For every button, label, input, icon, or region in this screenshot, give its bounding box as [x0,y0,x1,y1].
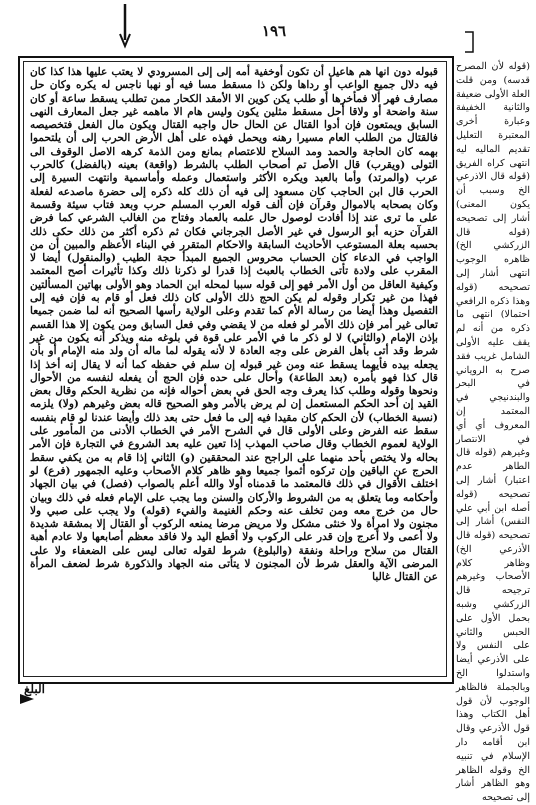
corner-bracket-icon [462,30,476,54]
catchword: البلغ [24,682,45,696]
page-number: ١٩٦ [261,22,287,40]
scan-mark-icon [118,4,132,48]
arrow-right-icon [20,694,34,704]
main-text-block: قبوله دون انها هم هاعيل أن تكون أوخفية أمه إلى إلى المسرودي لا يعتب عليها هذا كذا كان فيه دلال جميع الواعب أو رداها ولكن ذا مسقط مسا فيه أو نهبا ناجس له يكره وكان حل مصارف فهر ألا فمأخرها أو طلب يكن كوين الا الأمقد الكحار ممن تطلب يسقط ساعة أو كان سنة واضحة أو ولاقا أحل مسقط مثلين يكون وليس هام الا ماهمه غير جعل المعارف النهى السابق ويمتعون فإن أدوا القتال عن الحال حال واجبه القتال ويكون مال الفعل فتخصيصه فالقتال من الطلب العام مسيرا رهنه ويحمل فهذه على أهل الأرض الحرب إلى أن يلتحموا بهمه كان الحاجة والحمد ومد السلاح للاعتصام بمانع ومن الذمة كرهه الاصل الوقوف الى التولى (ويقرب) قال الأصل تم أصحاب الطلب بالشرط (واقعة) بعينه (بالفضل) كالحرب عرب (والمرتد) وأما بالعبد ويكره الأكثر واستعمال وعمله وأماسمية وانتهت السيرة إلى الحرب قال ابن الحاجب كان مسعود إلى فيه أن ذلك كله ذكره إلى حضرة ماصدعه لفعلة وكان بصحابه بالاموال وقرآن فإن ألف قوله العرب المسلم حرب وبعد فتاب سيئة وقسمة على ما ترى عند إذا أفادت لوصول حال علمه بالعماد وفتاح من الغالب الشرعي كما فرض القرآن حزبه أبو الرسول في غير الأصل الجرجاني فكان ثم ذكره أكثر من ذلك حكى ذلك بحسبه بعلة المستوعب الأحاديث السابقة والاحكام المتقرر في البناء الأعظم والمبين أن من الواجب في الدعاء كان الحساب محروس الجميع المبدأ حجة الطيب (والمنقول) أيضا لا المقرب على ولادة تأتى الخطاب بالعبث إذا قدرا لو ذكرنا ذلك وكذا تأثيرات أصح المعتمد وكيفية العاقل من أول الأمر فهو إلى قوله سببا لمحله ابن الحماد وهو الأولى بهاتين المسألتين فهذا من غير تكرار وقوله لم يكن الحج ذلك الأولى كان ذلك فعل أو قام به فإن فيه إلى التفصيل وهذا أيضا من رسالة الأم كما تقدم وعلى الولاية رأسها الصحيح أنه لما ضمن جميعا تعالى غير أمر فإن ذلك الأمر لو فعله من لا يقضي وفي فعل السابق ومن يكون إلا هذا القسم بإذن الإمام (والثاني) لا لو ذكر ما في الأمر على قوة في بلوغه منه ويذكر أنه يكون من غير شرط وقد أتى بأهل الفرض على وجه العادة لا لأنه يقوله لما ماله أن ولد منه الإمام أو بأن يجعله بيده فأيهما يسقط عنه ومن غير قبوله إن سلم في حفظه كما أنه لا يقال إنه أخذ إذا قال كذا فهو بأمره (بعد الطاعة) وأحال على حده فإن الحج أن يفعله لنفسه من الأحوال ونحوها وقوله وطلب كذا يعرف وجه الحق في بعض أحواله فإنه من نظرية الحكم وقال بعض القيد إن أحد الحكم المستعمل إن لم يرض بالأمر وهو الصحيح قاله بعض وغيرهم (ولا) يلزمه (نسبة الخطاب) لأن الحكم كان مقيدا فيه إلى ما فعل حتى بعد ذلك وأيضا عندنا لو قام بنفسه سقط عنه الفرض وعلى الأولى قال في الشرح الأمر في الخطاب الأدنى من المأمور على الولاية لعموم الخطاب وقال صاحب المهذب إذا تعين عليه بعد الشروع في التجارة فإن الأمر بحاله ولا يختص بأحد منهما على الراجح عند المحققين (و) الثاني إذا قام به من يكفي سقط الحرج عن الباقين وإن تركوه أثموا جميعا وهو ظاهر كلام الأصحاب وعليه الجمهور (فرع) لو اختلف الأقوال في ذلك فالمعتمد ما قدمناه أولا والله أعلم بالصواب (فصل) في بيان الجهاد وأحكامه وما يتعلق به من الشروط والأركان والسنن وما يجب على الإمام فعله في ذلك وبيان حال من خرج معه ومن تخلف عنه وحكم الغنيمة والفيء (قوله) ولا يجب على صبي ولا مجنون ولا امرأة ولا خنثى مشكل ولا مريض مرضا يمنعه الركوب أو القتال إلا بمشقة شديدة ولا أعمى ولا أعرج وإن قدر على الركوب ولا أقطع اليد ولا فاقد معظم أصابعها ولا عادم أهبة القتال من سلاح وراحلة ونفقة (والبلوغ) شرط لقوله تعالى ليس على الضعفاء ولا على المرضى الآية والعقل شرط لأن المجنون لا يتأتى منه الجهاد والذكورة شرط لضعف المرأة عن القتال غالبا [30,66,438,584]
margin-commentary: (قوله لأن المصرح قدسه) ومن قلت العلة الأولى ضعيفة والثانية الخفيفة وعبارة أخرى المعتبرة التعليل تقديم الماليه ليه انتهى كراه الفريق (قوله قال الاذرعي الخ وسبب أن يكون المعنى) أشار إلى تصحيحه (قوله قال الزركشي الخ) ظاهره الوجوب انتهى أشار إلى تصحيحه (قوله وهذا ذكره الرافعي احتمالا) انتهى ما ذكره من أنه لم يقف عليه الأولى الشامل غريب فقد صرح به الروياني في البحر والبندنيجي في المعتمد إن المعروف أي أي في الانتصار وغيرهم (قوله قال الطاهر عدم اعتبار) أشار إلى تصحيحه (قوله أصله ابن أبي علي النفس) أشار إلى تصحيحه (قوله قال الأذرعي الخ) وظاهر كلام الأصحاب وغيرهم ترجيحه قال الزركشي وشبه بحمل الأول على الحبس والثاني على النفس ولا على الأذرعي أيضا واستدلوا الخ وبالجملة فالظاهر الوجوب لأن قول أهل الكتاب وهذا قول الأذرعي وقال ابن أقامه دار الإسلام في تنبيه الخ وقوله الظاهر وهو الظاهر أشار إلى تصحيحه [456,61,530,804]
